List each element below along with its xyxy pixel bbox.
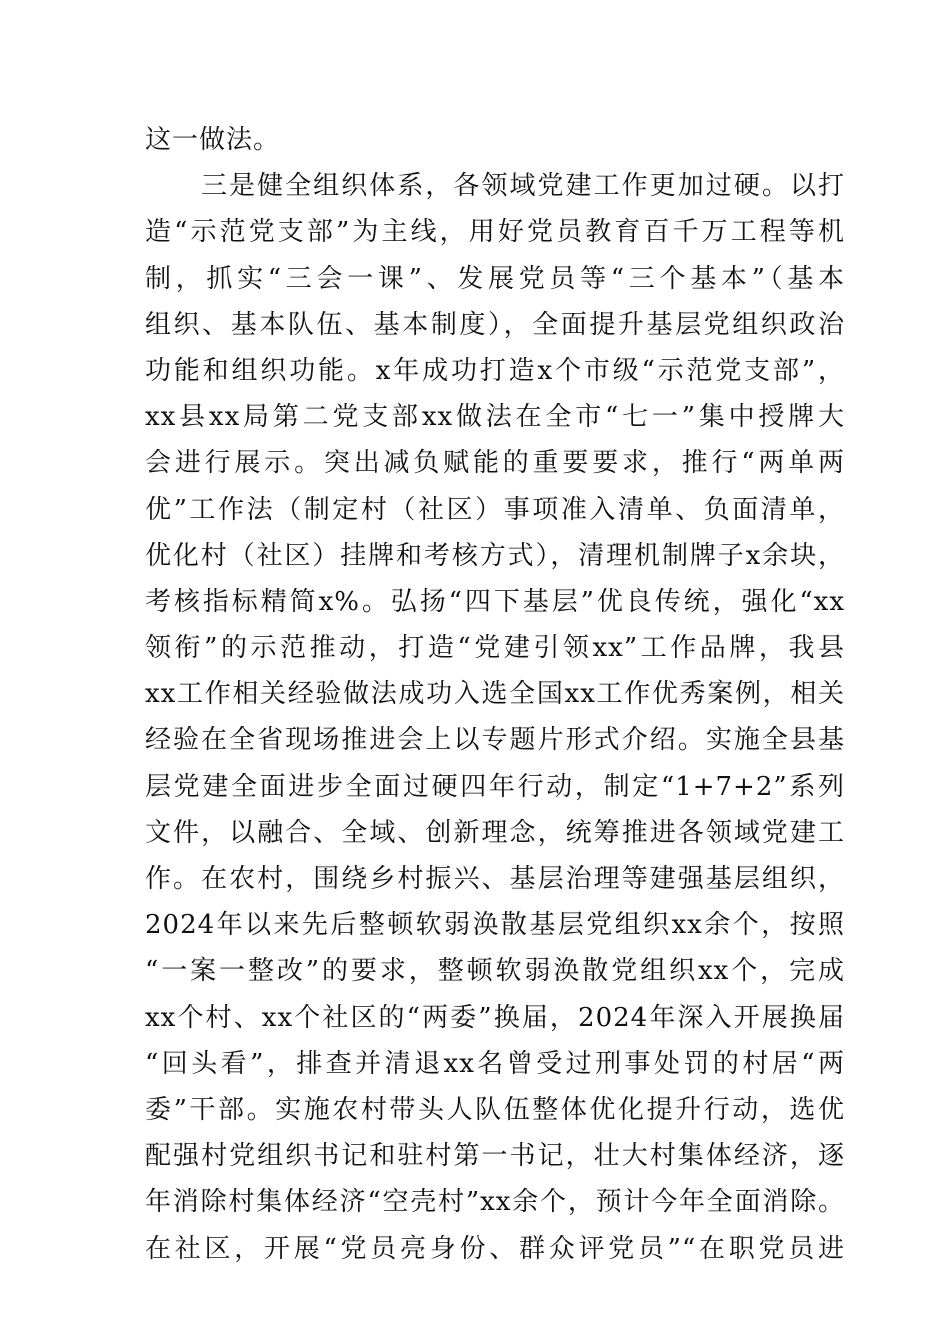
text-line: “一案一整改”的要求，整顿软弱涣散党组织xx个，完成 (145, 956, 845, 987)
text-line: 年消除村集体经济“空壳村”xx余个，预计今年全面消除。 (145, 1187, 845, 1218)
text-line: 委”干部。实施农村带头人队伍整体优化提升行动，选优 (145, 1094, 845, 1125)
text-line: 会进行展示。突出减负赋能的重要要求，推行“两单两 (145, 448, 845, 479)
text-line: 作。在农村，围绕乡村振兴、基层治理等建强基层组织， (145, 864, 845, 894)
text-line: 这一做法。 (145, 125, 281, 155)
text-line: 配强村党组织书记和驻村第一书记，壮大村集体经济，逐 (145, 1141, 845, 1172)
text-line: 三是健全组织体系，各领域党建工作更加过硬。以打 (201, 171, 845, 202)
text-line: 优”工作法（制定村（社区）事项准入清单、负面清单， (145, 494, 845, 525)
text-line: 考核指标精简x%。弘扬“四下基层”优良传统，强化“xx (145, 586, 845, 617)
text-line: 造“示范党支部”为主线，用好党员教育百千万工程等机 (145, 217, 845, 248)
text-line: 优化村（社区）挂牌和考核方式），清理机制牌子x余块， (145, 540, 845, 571)
body-text (145, 117, 845, 1272)
text-line: xx县xx局第二党支部xx做法在全市“七一”集中授牌大 (145, 402, 845, 433)
text-line: 在社区，开展“党员亮身份、群众评党员”“在职党员进 (145, 1233, 845, 1264)
text-line: “回头看”，排查并清退xx名曾受过刑事处罚的村居“两 (145, 1048, 845, 1079)
text-line: 领衔”的示范推动，打造“党建引领xx”工作品牌，我县 (145, 633, 845, 664)
text-line: 制，抓实“三会一课”、发展党员等“三个基本”（基本 (145, 263, 845, 294)
text-line: 层党建全面进步全面过硬四年行动，制定“1+7+2”系列 (145, 771, 845, 802)
text-line: 功能和组织功能。x年成功打造x个市级“示范党支部”， (145, 355, 845, 386)
text-line: 2024年以来先后整顿软弱涣散基层党组织xx余个，按照 (145, 910, 845, 941)
text-line: 经验在全省现场推进会上以专题片形式介绍。实施全县基 (145, 725, 845, 756)
text-line: 组织、基本队伍、基本制度），全面提升基层党组织政治 (145, 309, 845, 340)
text-line: 文件，以融合、全域、创新理念，统筹推进各领域党建工 (145, 817, 845, 848)
text-line: xx工作相关经验做法成功入选全国xx工作优秀案例，相关 (145, 679, 845, 710)
text-line: xx个村、xx个社区的“两委”换届，2024年深入开展换届 (145, 1002, 845, 1033)
